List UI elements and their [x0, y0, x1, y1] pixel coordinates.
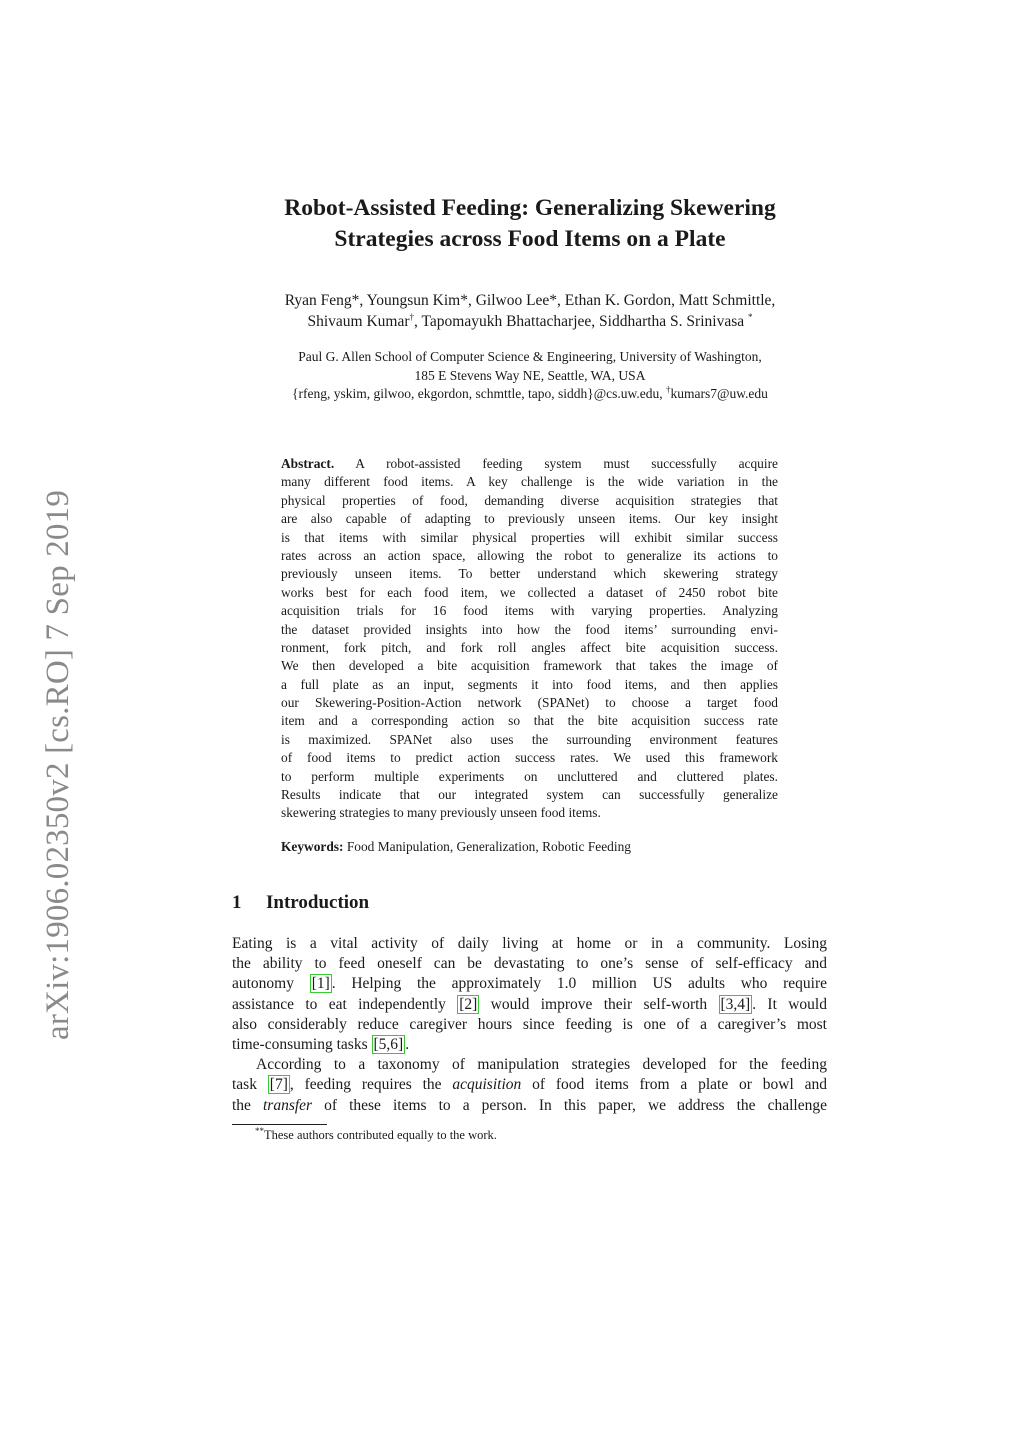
abstract-line: item and a corresponding action so that the bite acquisition success rate [281, 713, 778, 729]
abstract-line: a full plate as an input, segments it into food items, and then applies [281, 676, 778, 692]
abstract-line: Abstract. A robot-assisted feeding system must successfully acquire [281, 456, 778, 471]
citation-link[interactable]: [1] [311, 975, 330, 993]
footnote-divider [232, 1124, 327, 1125]
abstract-line: our Skewering-Position-Action network (SPANet) to choose a target food [281, 695, 778, 711]
title-line-2: Strategies across Food Items on a Plate [334, 226, 726, 252]
section-number: 1 [232, 892, 242, 913]
body-line: autonomy [1] . Helping the approximately 1.0 million US adults who require [232, 975, 827, 993]
abstract [281, 455, 778, 823]
section-title: Introduction [266, 892, 370, 913]
abstract-line: Results indicate that our integrated system can successfully generalize [281, 787, 778, 803]
body-line: According to a taxonomy of manipulation strategies developed for the feeding [256, 1056, 827, 1074]
affiliation [200, 348, 860, 404]
citation-link[interactable]: [5,6] [373, 1035, 404, 1053]
keywords-label: Keywords: [281, 839, 344, 854]
footnote-mark: ** [255, 1125, 264, 1136]
body-line: task [7] , feeding requires the acquisition of food items from a plate or bowl and [232, 1076, 827, 1094]
body-line: time-consuming tasks [5,6] . [232, 1035, 410, 1053]
citation-link[interactable]: [3,4] [720, 995, 751, 1013]
paper-title [200, 193, 860, 255]
body-line: assistance to eat independently [2] would improve their self-worth [3,4] . It would [232, 995, 827, 1013]
abstract-line: works best for each food item, we collected a dataset of 2450 robot bite [281, 584, 778, 600]
keywords [281, 838, 778, 856]
abstract-line: physical properties of food, demanding diverse acquisition strategies that [281, 492, 778, 508]
abstract-line: many different food items. A key challenge is the wide variation in the [281, 474, 778, 490]
abstract-line: rates across an action space, allowing the robot to generalize its actions to [281, 547, 778, 563]
abstract-line: We then developed a bite acquisition framework that takes the image of [281, 658, 778, 674]
body-line: Eating is a vital activity of daily living at home or in a community. Losing [232, 935, 827, 952]
abstract-line: skewering strategies to many previously unseen food items. [281, 805, 601, 821]
abstract-label: Abstract. [281, 456, 335, 471]
authors-line-2: Shivaum Kumar†, Tapomayukh Bhattacharjee, Siddhartha S. Srinivasa * [307, 311, 753, 330]
affiliation-line-2: 185 E Stevens Way NE, Seattle, WA, USA [414, 367, 646, 383]
abstract-line: is maximized. SPANet also uses the surrounding environment features [281, 731, 778, 747]
section-heading [232, 892, 369, 914]
abstract-line: the dataset provided insights into how the food items’ surrounding envi- [281, 621, 778, 637]
body-line: also considerably reduce caregiver hours since feeding is one of a caregiver’s most [232, 1015, 827, 1033]
abstract-line: previously unseen items. To better understand which skewering strategy [281, 566, 778, 582]
abstract-line: ronment, fork pitch, and fork roll angles affect bite acquisition success. [281, 639, 778, 655]
title-line-1: Robot-Assisted Feeding: Generalizing Skewering [284, 195, 776, 221]
abstract-line: to perform multiple experiments on uncluttered and cluttered plates. [281, 768, 778, 784]
abstract-line: is that items with similar physical properties will exhibit similar success [281, 529, 778, 545]
affiliation-emails: {rfeng, yskim, gilwoo, ekgordon, schmttle, tapo, siddh}@cs.uw.edu, †kumars7@uw.edu [292, 384, 768, 401]
affiliation-line-1: Paul G. Allen School of Computer Science & Engineering, University of Washington, [298, 349, 762, 364]
abstract-line: acquisition trials for 16 food items with varying properties. Analyzing [281, 603, 778, 619]
authors-line-1: Ryan Feng*, Youngsun Kim*, Gilwoo Lee*, Ethan K. Gordon, Matt Schmittle, [284, 292, 776, 309]
abstract-line: of food items to predict action success rates. We used this framework [281, 750, 778, 766]
body-line: the ability to feed oneself can be devastating to one’s sense of self-efficacy and [232, 955, 827, 973]
body-line: the transfer of these items to a person. In this paper, we address the challenge [232, 1096, 827, 1114]
abstract-line: are also capable of adapting to previously unseen items. Our key insight [281, 511, 778, 527]
arxiv-identifier: arXiv:1906.02350v2 [cs.RO] 7 Sep 2019 [40, 489, 76, 1040]
keywords-text: Food Manipulation, Generalization, Robotic Feeding [343, 839, 631, 854]
citation-link[interactable]: [7] [269, 1076, 288, 1094]
footnote [255, 1125, 497, 1143]
footnote-text: These authors contributed equally to the work. [264, 1128, 497, 1142]
introduction-body [232, 934, 827, 1116]
author-list [200, 290, 860, 332]
citation-link[interactable]: [2] [459, 995, 478, 1013]
